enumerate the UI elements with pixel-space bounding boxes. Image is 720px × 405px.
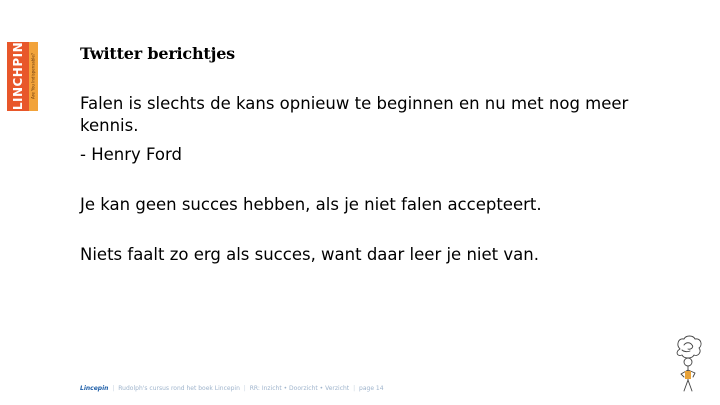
footer-separator: | <box>112 385 115 392</box>
logo-brand-text: LINCHPIN <box>11 42 25 111</box>
footer-course: Rudolph's cursus rond het boek Lincepin <box>118 385 240 392</box>
logo-tagline: Are You Indispensable? <box>30 53 36 99</box>
thinking-figure-icon <box>668 335 708 395</box>
quote-3-text: Niets faalt zo erg als succes, want daar leer je niet van. <box>80 245 539 264</box>
quote-1-text: Falen is slechts de kans opnieuw te beginnen en nu met nog meer kennis. <box>80 94 629 135</box>
footer <box>80 385 384 392</box>
quote-2-text: Je kan geen succes hebben, als je niet falen accepteert. <box>80 195 542 214</box>
footer-separator: | <box>243 385 246 392</box>
quote-1-author: - Henry Ford <box>80 145 182 164</box>
footer-author: RR: Inzicht • Doorzicht • Verzicht <box>249 385 350 392</box>
quote-list <box>80 93 680 266</box>
footer-brand: Lincepin <box>80 385 109 392</box>
linchpin-logo <box>7 42 38 111</box>
footer-page-number: page 14 <box>359 385 384 392</box>
footer-separator: | <box>353 385 356 392</box>
slide-title: Twitter berichtjes <box>80 44 235 63</box>
